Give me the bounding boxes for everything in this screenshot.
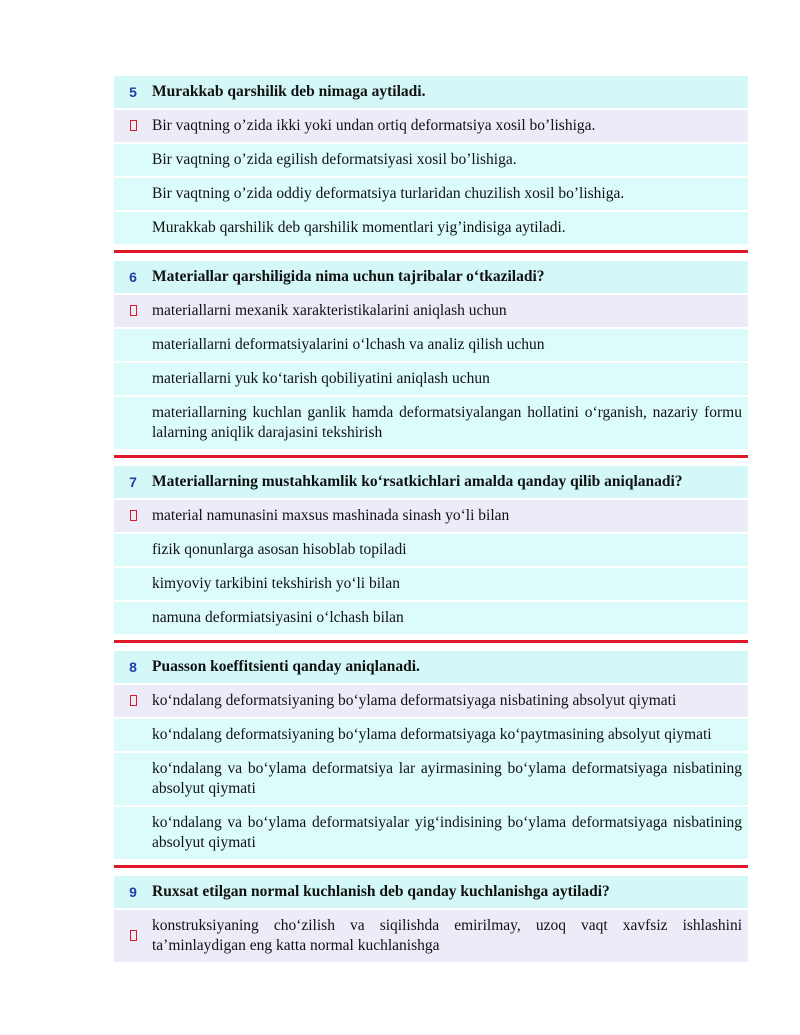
correct-answer-marker-icon bbox=[114, 506, 152, 526]
question-row bbox=[114, 466, 748, 498]
answer-text: Bir vaqtning o’zida ikki yoki undan ortiq deformatsiya xosil bo’lishiga. bbox=[152, 117, 596, 134]
answer-text: material namunasini maxsus mashinada sinash yo‘li bilan bbox=[152, 507, 510, 524]
answer-option[interactable] bbox=[114, 753, 748, 805]
question-number: 6 bbox=[129, 269, 137, 285]
question-row bbox=[114, 876, 748, 908]
question-number: 5 bbox=[129, 84, 137, 100]
question-block bbox=[114, 876, 748, 962]
question-row bbox=[114, 76, 748, 108]
question-text: Materiallar qarshiligida nima uchun tajribalar o‘tkaziladi? bbox=[152, 268, 545, 285]
answer-option[interactable] bbox=[114, 602, 748, 634]
question-number: 8 bbox=[129, 659, 137, 675]
answer-text: kimyoviy tarkibini tekshirish yo‘li bilan bbox=[152, 575, 400, 592]
answer-text: Bir vaqtning o’zida egilish deformatsiyasi xosil bo’lishiga. bbox=[152, 151, 517, 168]
answer-option-correct[interactable] bbox=[114, 910, 748, 962]
answer-text: materiallarni mexanik xarakteristikalarini aniqlash uchun bbox=[152, 302, 507, 319]
answer-option[interactable] bbox=[114, 719, 748, 751]
question-text: Materiallarning mustahkamlik ko‘rsatkichlari amalda qanday qilib aniqlanadi? bbox=[152, 473, 683, 490]
question-text: Puasson koeffitsienti qanday aniqlanadi. bbox=[152, 658, 420, 675]
answer-option[interactable] bbox=[114, 178, 748, 210]
answer-text: ko‘ndalang deformatsiyaning bo‘ylama deformatsiyaga nisbatining absolyut qiymati bbox=[152, 692, 677, 709]
answer-text: ko‘ndalang va bo‘ylama deformatsiyalar yig‘indisining bo‘ylama deformatsiyaga nisbatining absolyut qiymati bbox=[152, 814, 742, 851]
question-number: 9 bbox=[129, 884, 137, 900]
answer-option[interactable] bbox=[114, 329, 748, 361]
question-text: Murakkab qarshilik deb nimaga aytiladi. bbox=[152, 83, 426, 100]
question-divider bbox=[114, 455, 748, 458]
answer-option-correct[interactable] bbox=[114, 110, 748, 142]
answer-text: materiallarning kuchlan ganlik hamda deformatsiyalangan hollatini o‘rganish, nazariy formu lalarning aniqlik darajasini tekshirish bbox=[152, 404, 742, 441]
answer-option[interactable] bbox=[114, 212, 748, 244]
question-divider bbox=[114, 640, 748, 643]
question-row bbox=[114, 261, 748, 293]
answer-text: Murakkab qarshilik deb qarshilik momentlari yig’indisiga aytiladi. bbox=[152, 219, 566, 236]
answer-text: ko‘ndalang deformatsiyaning bo‘ylama deformatsiyaga ko‘paytmasining absolyut qiymati bbox=[152, 726, 712, 743]
question-text: Ruxsat etilgan normal kuchlanish deb qanday kuchlanishga aytiladi? bbox=[152, 883, 610, 900]
question-divider bbox=[114, 865, 748, 868]
correct-answer-marker-icon bbox=[114, 691, 152, 711]
question-block bbox=[114, 76, 748, 244]
question-block bbox=[114, 261, 748, 449]
answer-text: Bir vaqtning o’zida oddiy deformatsiya turlaridan chuzilish xosil bo’lishiga. bbox=[152, 185, 625, 202]
question-divider bbox=[114, 250, 748, 253]
answer-option[interactable] bbox=[114, 363, 748, 395]
correct-answer-marker-icon bbox=[114, 926, 152, 946]
question-list bbox=[114, 76, 748, 964]
answer-text: ko‘ndalang va bo‘ylama deformatsiya lar ayirmasining bo‘ylama deformatsiyaga nisbatining absolyut qiymati bbox=[152, 760, 742, 797]
answer-option[interactable] bbox=[114, 534, 748, 566]
answer-option[interactable] bbox=[114, 144, 748, 176]
answer-option[interactable] bbox=[114, 568, 748, 600]
answer-text: materiallarni deformatsiyalarini o‘lchash va analiz qilish uchun bbox=[152, 336, 545, 353]
answer-text: konstruksiyaning cho‘zilish va siqilishda emirilmay, uzoq vaqt xavfsiz ishlashini ta’minlaydigan eng katta normal kuchlanishga bbox=[152, 917, 742, 954]
question-block bbox=[114, 466, 748, 634]
answer-option-correct[interactable] bbox=[114, 500, 748, 532]
question-number: 7 bbox=[129, 474, 137, 490]
correct-answer-marker-icon bbox=[114, 301, 152, 321]
correct-answer-marker-icon bbox=[114, 116, 152, 136]
answer-text: namuna deformiatsiyasini o‘lchash bilan bbox=[152, 609, 404, 626]
answer-option-correct[interactable] bbox=[114, 295, 748, 327]
answer-option-correct[interactable] bbox=[114, 685, 748, 717]
answer-option[interactable] bbox=[114, 807, 748, 859]
answer-option[interactable] bbox=[114, 397, 748, 449]
question-row bbox=[114, 651, 748, 683]
question-block bbox=[114, 651, 748, 859]
answer-text: fizik qonunlarga asosan hisoblab topiladi bbox=[152, 541, 407, 558]
answer-text: materiallarni yuk ko‘tarish qobiliyatini aniqlash uchun bbox=[152, 370, 490, 387]
